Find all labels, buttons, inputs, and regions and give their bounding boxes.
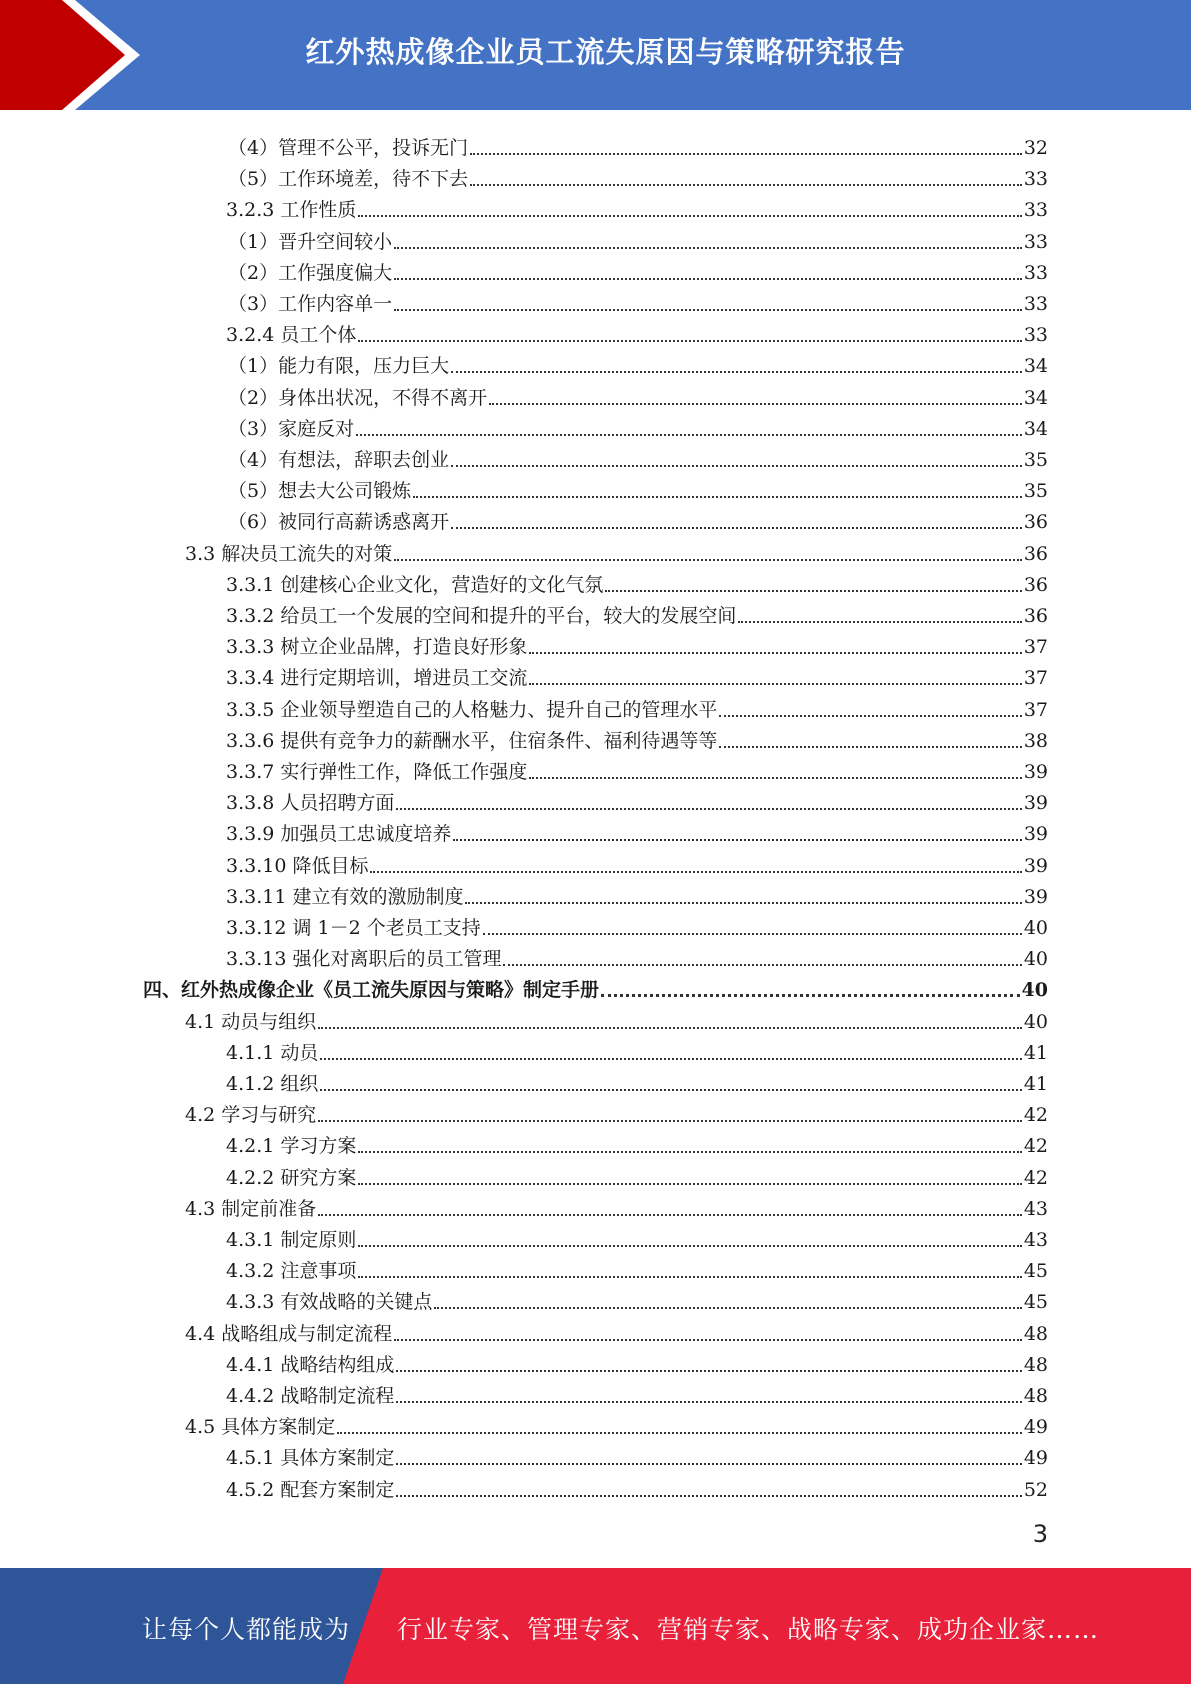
toc-entry-label: （2）工作强度偏大 [228,261,393,284]
toc-entry-label: 3.3.5 企业领导塑造自己的人格魅力、提升自己的管理水平 [226,698,718,721]
toc-entry-label: 4.4 战略组成与制定流程 [185,1322,393,1345]
toc-entry-page: 39 [1023,823,1048,846]
toc-leader-dots [358,340,1021,342]
toc-leader-dots [396,1370,1021,1372]
toc-leader-dots [358,1151,1021,1153]
toc-leader-dots [394,247,1022,249]
toc-entry-label: 3.3.8 人员招聘方面 [226,792,395,815]
toc-entry-label: 3.3 解决员工流失的对策 [185,542,393,565]
toc-entry[interactable] [226,1064,1048,1095]
toc-entry-page: 37 [1023,636,1048,659]
toc-entry[interactable] [226,1345,1048,1376]
toc-leader-dots [605,590,1021,592]
toc-entry-label: （5）工作环境差，待不下去 [228,168,469,191]
toc-entry-label: 3.3.2 给员工一个发展的空间和提升的平台，较大的发展空间 [226,605,737,627]
toc-entry-page: 43 [1023,1229,1048,1251]
toc-entry-label: 3.3.1 创建核心企业文化，营造好的文化气氛 [226,573,604,596]
page-header [0,0,1191,110]
toc-leader-dots [413,496,1022,498]
toc-entry-label: 4.3.3 有效战略的关键点 [226,1291,433,1314]
toc-entry[interactable] [228,284,1048,315]
toc-leader-dots [318,1027,1022,1029]
toc-entry[interactable] [226,721,1048,752]
toc-entry[interactable] [228,409,1048,440]
toc-entry-label: 4.1.1 动员 [226,1041,319,1064]
toc-entry-page: 35 [1023,480,1048,503]
toc-entry-page: 48 [1023,1385,1048,1407]
toc-entry-page: 34 [1023,417,1048,440]
toc-leader-dots [370,871,1021,873]
toc-entry-label: 3.3.10 降低目标 [226,854,369,877]
toc-entry-page: 32 [1023,137,1048,159]
page-number: 3 [1032,1520,1048,1548]
toc-entry-label: 四、红外热成像企业《员工流失原因与策略》制定手册 [143,979,600,1002]
toc-entry[interactable] [226,1470,1048,1501]
toc-entry-page: 45 [1023,1260,1048,1283]
toc-entry[interactable] [226,752,1048,783]
footer-slogan-left: 让每个人都能成为 [142,1615,351,1644]
toc-entry-label: 3.3.3 树立企业品牌，打造良好形象 [226,636,528,659]
toc-entry-page: 42 [1023,1135,1048,1158]
toc-entry-page: 42 [1023,1104,1048,1127]
toc-leader-dots [318,1120,1022,1122]
toc-entry-page: 33 [1023,261,1048,284]
toc-entry-page: 40 [1021,979,1048,1002]
toc-entry[interactable] [226,1251,1048,1282]
toc-leader-dots [465,902,1021,904]
toc-entry-label: 4.5 具体方案制定 [185,1416,336,1439]
toc-leader-dots [394,1339,1022,1341]
toc-leader-dots [719,715,1021,717]
toc-entry-page: 48 [1023,1322,1048,1345]
toc-entry[interactable] [226,1282,1048,1313]
toc-leader-dots [529,683,1021,685]
toc-entry[interactable] [185,1095,1048,1126]
toc-entry-page: 39 [1023,792,1048,815]
toc-entry-label: （2）身体出状况，不得不离开 [228,386,488,409]
toc-entry-page: 33 [1023,168,1048,191]
toc-leader-dots [451,527,1022,529]
toc-entry-page: 33 [1023,199,1048,222]
toc-leader-dots [396,1495,1021,1497]
toc-leader-dots [358,215,1021,217]
toc-leader-dots [320,1089,1021,1091]
toc-leader-dots [337,1432,1022,1434]
toc-entry[interactable] [226,627,1048,658]
toc-entry-page: 36 [1023,511,1048,534]
toc-entry-label: 4.3.2 注意事项 [226,1260,357,1283]
toc-entry[interactable] [228,346,1048,377]
toc-entry-label: 4.4.2 战略制定流程 [226,1385,395,1407]
toc-leader-dots [529,777,1021,779]
toc-leader-dots [394,278,1022,280]
toc-entry-label: 4.1 动员与组织 [185,1010,317,1033]
toc-entry[interactable] [226,814,1048,845]
toc-entry-label: （4）管理不公平，投诉无门 [228,137,469,159]
toc-entry[interactable] [228,502,1048,533]
toc-entry[interactable] [228,159,1048,190]
toc-leader-dots [503,964,1021,966]
toc-leader-dots [470,153,1022,155]
footer-slogan-right: 行业专家、管理专家、营销专家、战略专家、成功企业家…… [397,1615,1100,1644]
toc-entry[interactable] [185,1189,1048,1220]
toc-entry[interactable] [226,315,1048,346]
toc-entry-page: 37 [1023,667,1048,690]
toc-leader-dots [529,652,1021,654]
toc-entry-label: （3）工作内容单一 [228,293,393,315]
toc-entry-page: 38 [1023,729,1048,752]
toc-entry[interactable] [226,846,1048,877]
toc-entry-page: 45 [1023,1291,1048,1314]
toc-entry[interactable] [226,190,1048,221]
toc-entry-page: 40 [1023,917,1048,939]
toc-entry-label: 3.3.9 加强员工忠诚度培养 [226,823,452,846]
toc-leader-dots [358,1183,1021,1185]
toc-entry-label: 4.5.1 具体方案制定 [226,1447,395,1470]
toc-leader-dots [489,403,1022,405]
toc-entry-page: 40 [1023,948,1048,971]
toc-entry-label: 3.3.11 建立有效的激励制度 [226,885,464,908]
toc-entry-label: （1）能力有限，压力巨大 [228,355,450,378]
toc-entry[interactable] [226,1220,1048,1251]
toc-entry-label: 3.3.6 提供有竞争力的薪酬水平，住宿条件、福利待遇等等 [226,729,718,752]
toc-entry-page: 42 [1023,1166,1048,1189]
toc-entry-label: 4.2.1 学习方案 [226,1135,357,1158]
toc-entry[interactable] [228,222,1048,253]
toc-entry-page: 33 [1023,293,1048,315]
toc-entry-label: 4.1.2 组织 [226,1073,319,1095]
toc-entry-label: 4.2.2 研究方案 [226,1166,357,1189]
toc-entry[interactable] [226,565,1048,596]
toc-entry-page: 36 [1023,605,1048,627]
toc-entry-page: 49 [1023,1447,1048,1470]
toc-leader-dots [318,1214,1022,1216]
toc-entry-label: 4.3.1 制定原则 [226,1229,357,1251]
toc-entry[interactable] [143,970,1048,1001]
page-footer [0,1568,1191,1684]
toc-entry[interactable] [185,1002,1048,1033]
toc-entry-label: （6）被同行高薪诱惑离开 [228,511,450,534]
toc-entry[interactable] [226,690,1048,721]
toc-entry-page: 39 [1023,854,1048,877]
toc-entry-page: 33 [1023,230,1048,253]
toc-leader-dots [483,933,1022,935]
toc-entry-page: 41 [1023,1041,1048,1064]
toc-entry-label: 3.3.7 实行弹性工作，降低工作强度 [226,761,528,783]
toc-entry-page: 36 [1023,542,1048,565]
toc-entry-page: 43 [1023,1197,1048,1220]
toc-entry[interactable] [228,128,1048,159]
toc-entry[interactable] [226,939,1048,970]
toc-entry-label: 3.2.4 员工个体 [226,324,357,347]
toc-entry[interactable] [228,378,1048,409]
toc-entry-page: 41 [1023,1073,1048,1095]
toc-entry-label: 3.3.13 强化对离职后的员工管理 [226,948,502,971]
toc-entry-page: 36 [1023,573,1048,596]
toc-leader-dots [451,371,1022,373]
toc-leader-dots [396,1463,1021,1465]
toc-leader-dots [434,1307,1021,1309]
toc-entry[interactable] [226,1158,1048,1189]
toc-entry-label: 4.2 学习与研究 [185,1104,317,1127]
toc-entry-page: 34 [1023,355,1048,378]
toc-leader-dots [394,309,1022,311]
toc-entry-label: 4.5.2 配套方案制定 [226,1478,395,1501]
toc-entry-label: （4）有想法，辞职去创业 [228,449,450,471]
toc-entry[interactable] [226,1126,1048,1157]
toc-entry[interactable] [185,534,1048,565]
toc-leader-dots [320,1058,1021,1060]
toc-entry[interactable] [185,1407,1048,1438]
toc-leader-dots [719,746,1021,748]
toc-entry-page: 39 [1023,761,1048,783]
toc-entry-page: 33 [1023,324,1048,347]
toc-entry-page: 40 [1023,1010,1048,1033]
toc-leader-dots [470,184,1022,186]
toc-entry-page: 34 [1023,386,1048,409]
toc-leader-dots [358,1276,1021,1278]
toc-entry-page: 52 [1023,1478,1048,1501]
toc-entry[interactable] [226,783,1048,814]
toc-entry[interactable] [226,1376,1048,1407]
toc-entry[interactable] [226,596,1048,627]
toc-leader-dots [396,1401,1021,1403]
toc-entry[interactable] [226,877,1048,908]
toc-entry[interactable] [228,471,1048,502]
toc-entry-page: 39 [1023,885,1048,908]
toc-entry[interactable] [226,1438,1048,1469]
toc-entry-page: 48 [1023,1353,1048,1376]
toc-entry[interactable] [185,1314,1048,1345]
toc-leader-dots [738,621,1021,623]
toc-entry[interactable] [226,908,1048,939]
toc-entry-label: 3.2.3 工作性质 [226,199,357,222]
toc-entry[interactable] [228,440,1048,471]
toc-entry-label: 4.3 制定前准备 [185,1197,317,1220]
toc-leader-dots [396,808,1021,810]
toc-entry[interactable] [226,1033,1048,1064]
toc-leader-dots [453,839,1021,841]
toc-entry-label: 4.4.1 战略结构组成 [226,1353,395,1376]
toc-entry-label: 3.3.12 调 1－2 个老员工支持 [226,917,481,939]
toc-leader-dots [451,465,1022,467]
toc-entry-label: （1）晋升空间较小 [228,230,393,253]
document-title: 红外热成像企业员工流失原因与策略研究报告 [305,35,906,69]
toc-entry-label: （5）想去大公司锻炼 [228,480,412,503]
toc-entry-page: 37 [1023,698,1048,721]
toc-entry-label: 3.3.4 进行定期培训，增进员工交流 [226,667,528,690]
toc-entry-page: 35 [1023,449,1048,471]
toc-leader-dots [356,434,1022,436]
toc-leader-dots [601,994,1020,997]
toc-entry-page: 49 [1023,1416,1048,1439]
toc-leader-dots [394,559,1022,561]
toc-entry-label: （3）家庭反对 [228,417,355,440]
toc-entry[interactable] [228,253,1048,284]
toc-leader-dots [358,1245,1021,1247]
toc-entry[interactable] [226,658,1048,689]
